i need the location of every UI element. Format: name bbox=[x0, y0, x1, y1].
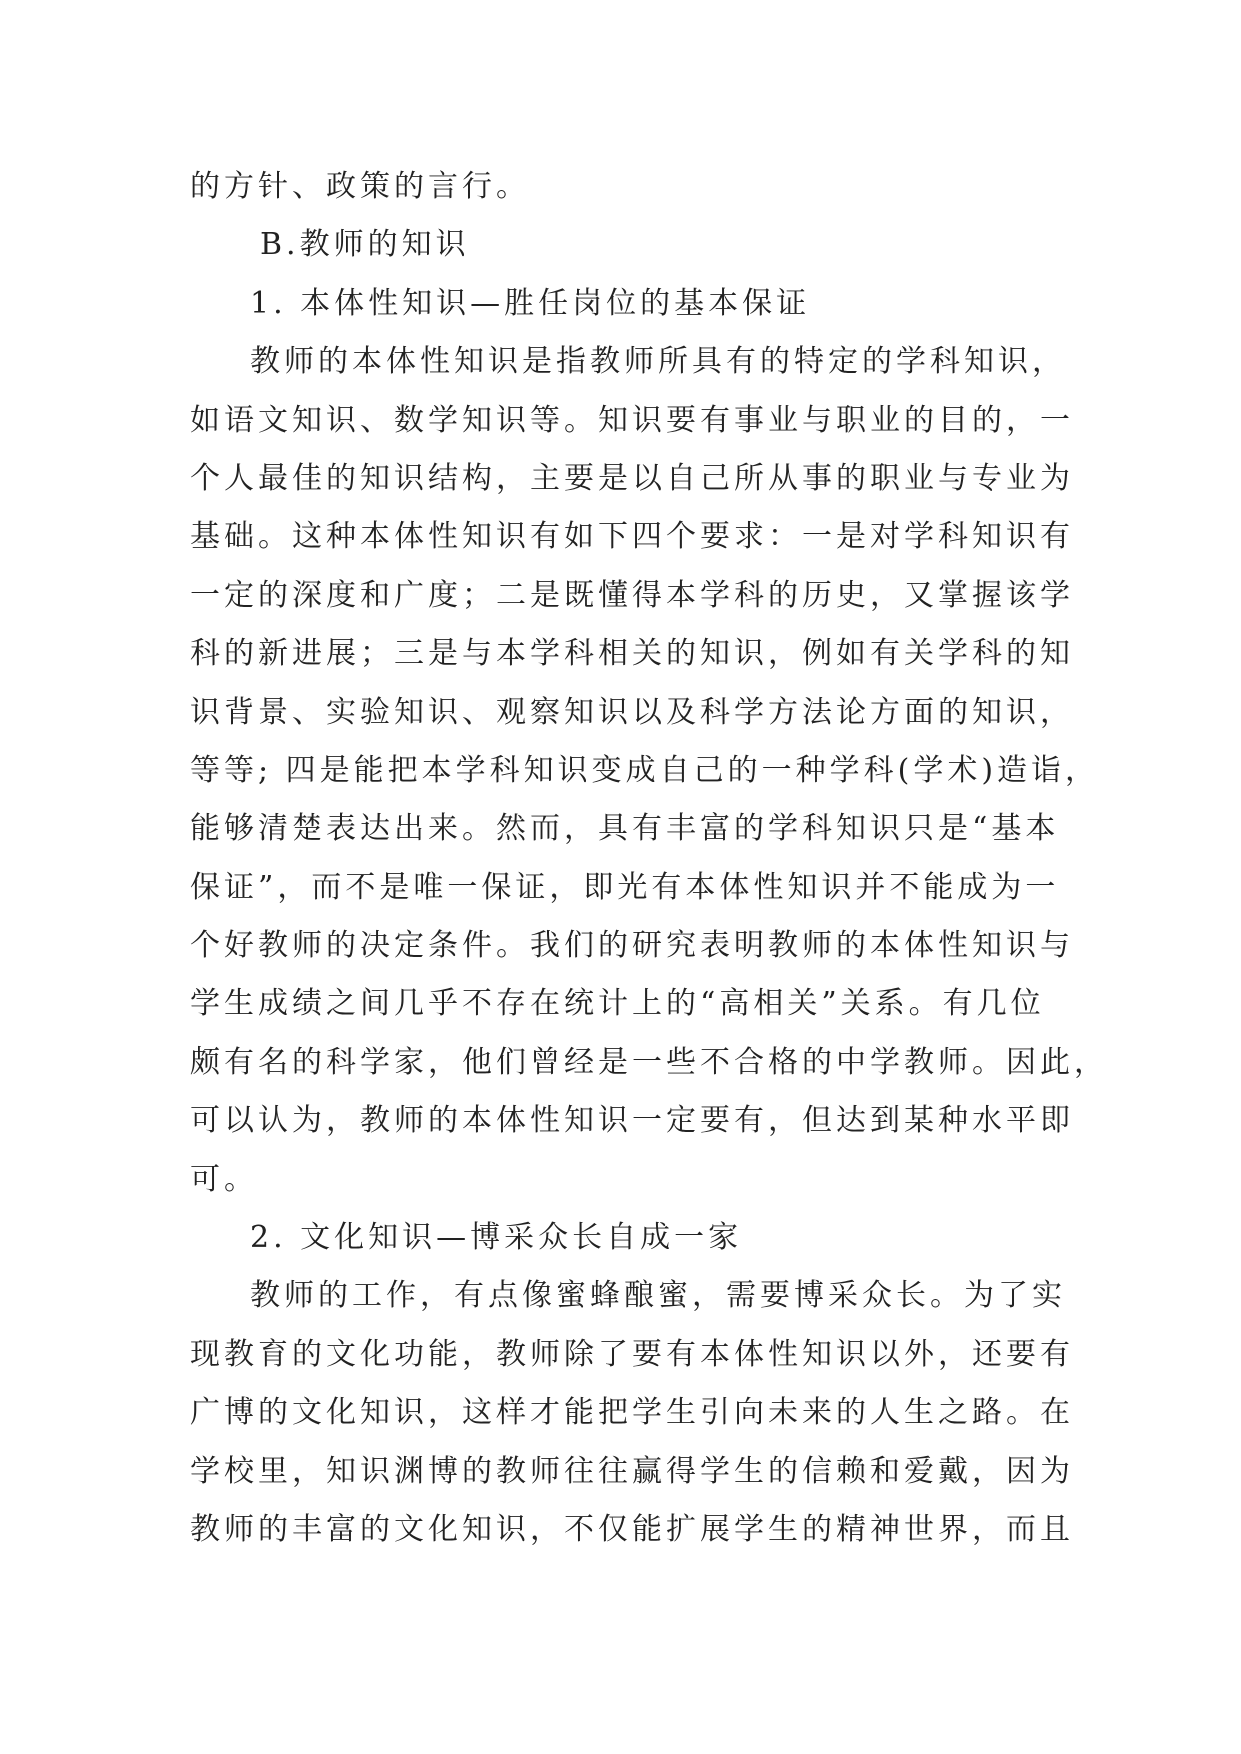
paragraph-line: 如语文知识、数学知识等。知识要有事业与职业的目的，一 bbox=[190, 402, 1074, 438]
document-body bbox=[190, 158, 1108, 1559]
paragraph-line: 教师的工作，有点像蜜蜂酿蜜，需要博采众长。为了实 bbox=[250, 1278, 1066, 1314]
paragraph-line: 识背景、实验知识、观察知识以及科学方法论方面的知识， bbox=[190, 694, 1074, 730]
paragraph-line: 学生成绩之间几乎不存在统计上的“高相关”关系。有几位 bbox=[190, 986, 1045, 1022]
paragraph-line: 能够清楚表达出来。然而，具有丰富的学科知识只是“基本 bbox=[190, 811, 1060, 847]
paragraph-line: 个好教师的决定条件。我们的研究表明教师的本体性知识与 bbox=[190, 928, 1074, 964]
intro-tail-line: 的方针、政策的言行。 bbox=[190, 169, 530, 204]
subsection-1-paragraph bbox=[190, 333, 1108, 1209]
paragraph-line: 可以认为，教师的本体性知识一定要有，但达到某种水平即 bbox=[190, 1103, 1074, 1139]
paragraph-line: 科的新进展；三是与本学科相关的知识，例如有关学科的知 bbox=[190, 636, 1074, 672]
paragraph-line: 学校里，知识渊博的教师往往赢得学生的信赖和爱戴，因为 bbox=[190, 1453, 1074, 1489]
paragraph-line: 可。 bbox=[190, 1161, 258, 1197]
paragraph-line: 教师的本体性知识是指教师所具有的特定的学科知识， bbox=[250, 344, 1066, 380]
paragraph-line: 个人最佳的知识结构，主要是以自己所从事的职业与专业为 bbox=[190, 460, 1074, 496]
paragraph-line: 广博的文化知识，这样才能把学生引向未来的人生之路。在 bbox=[190, 1395, 1074, 1431]
section-b-heading: B.教师的知识 bbox=[260, 227, 470, 263]
paragraph-line: 保证”，而不是唯一保证，即光有本体性知识并不能成为一 bbox=[190, 869, 1060, 905]
paragraph-line: 教师的丰富的文化知识，不仅能扩展学生的精神世界，而且 bbox=[190, 1511, 1074, 1547]
subsection-2-paragraph bbox=[190, 1267, 1074, 1559]
subsection-2-heading: 2. 文化知识—博采众长自成一家 bbox=[250, 1220, 743, 1256]
subsection-1-heading: 1. 本体性知识—胜任岗位的基本保证 bbox=[250, 285, 811, 321]
paragraph-line: 颇有名的科学家，他们曾经是一些不合格的中学教师。因此， bbox=[190, 1044, 1108, 1080]
paragraph-line: 等等; 四是能把本学科知识变成自己的一种学科(学术)造诣， bbox=[190, 752, 1100, 788]
paragraph-line: 一定的深度和广度；二是既懂得本学科的历史，又掌握该学 bbox=[190, 577, 1074, 613]
paragraph-line: 基础。这种本体性知识有如下四个要求：一是对学科知识有 bbox=[190, 519, 1074, 555]
paragraph-line: 现教育的文化功能，教师除了要有本体性知识以外，还要有 bbox=[190, 1336, 1074, 1372]
